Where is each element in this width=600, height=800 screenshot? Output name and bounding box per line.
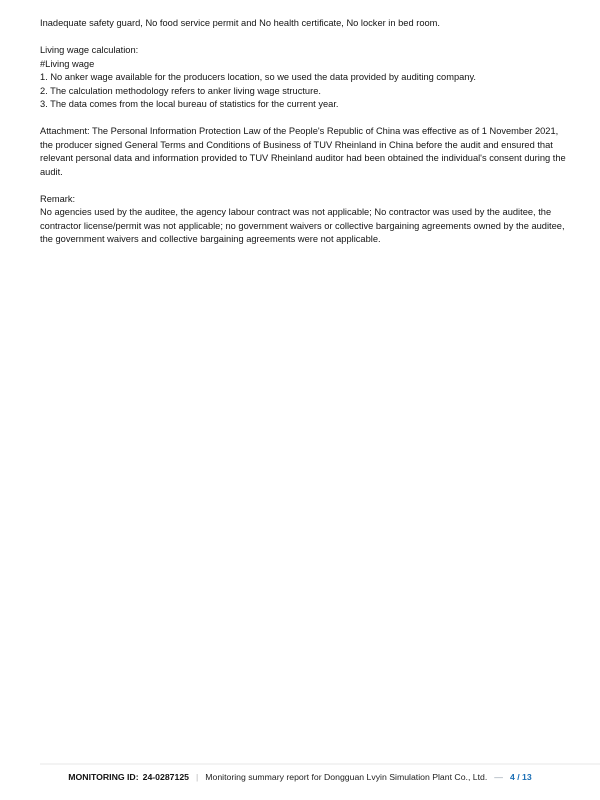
- living-wage-heading: Living wage calculation:: [40, 45, 139, 55]
- living-wage-item-2: 2. The calculation methodology refers to anker living wage structure.: [40, 85, 321, 96]
- living-wage-tag: #Living wage: [40, 58, 95, 69]
- remark-heading: Remark:: [40, 193, 76, 204]
- living-wage-item-1: 1. No anker wage available for the producers location, so we used the data provided by auditing company.: [40, 72, 477, 82]
- remark-section: [40, 193, 572, 247]
- living-wage-item-3: 3. The data comes from the local bureau of statistics for the current year.: [40, 99, 339, 109]
- report-title: Monitoring summary report for Dongguan Lvyin Simulation Plant Co., Ltd.: [205, 772, 488, 782]
- remark-paragraph: No agencies used by the auditee, the agency labour contract was not applicable; No contractor was used by the auditee, the contractor license/permit was not applicable; no government waivers or collective bargaining agreements owned by the auditee, the government waivers and collective bargaining agreements were not applicable.: [40, 207, 565, 244]
- findings-paragraph: Inadequate safety guard, No food service permit and No health certificate, No locker in bed room.: [40, 18, 440, 28]
- footer-dash-icon: —: [494, 772, 503, 782]
- attachment-paragraph: Attachment: The Personal Information Protection Law of the People's Republic of China was effective as of 1 November 2021, the producer signed General Terms and Conditions of Business of TUV Rheinland in China before the audit and ensured that relevant personal data and information provided to TUV Rheinland auditor had been obtained the individual's consent during the audit.: [40, 126, 566, 177]
- footer-separator: |: [196, 772, 199, 782]
- footer-divider: [40, 763, 600, 765]
- living-wage-section: [40, 44, 572, 112]
- page-footer: [0, 771, 600, 784]
- monitoring-id: [68, 771, 189, 784]
- monitoring-id-label: MONITORING ID:: [68, 772, 139, 782]
- report-body: [40, 17, 572, 247]
- page-indicator: 4 / 13: [509, 772, 532, 782]
- monitoring-id-value: 24-0287125: [142, 772, 189, 782]
